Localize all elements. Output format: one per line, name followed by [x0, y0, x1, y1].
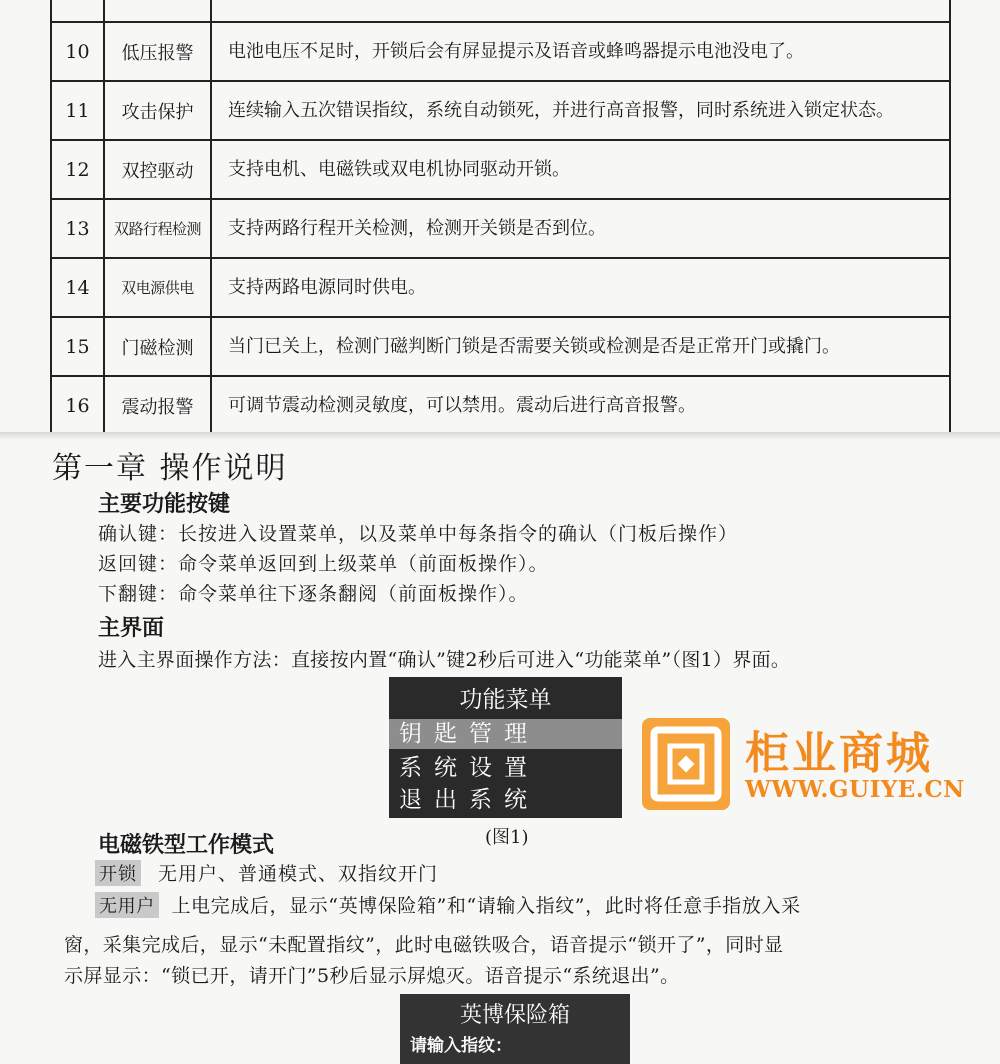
table-row — [51, 199, 950, 258]
row-number: 11 — [51, 81, 104, 140]
feature-name: 震动报警 — [104, 376, 211, 435]
feature-name: 双控驱动 — [104, 140, 211, 199]
feature-description: 支持电机、电磁铁或双电机协同驱动开锁。 — [211, 140, 950, 199]
unlock-row — [95, 859, 438, 886]
section-heading-electromagnet: 电磁铁型工作模式 — [98, 833, 275, 858]
menu-item-exit-system: 退出系统 — [399, 787, 539, 813]
menu-item-system-settings: 系统设置 — [399, 755, 539, 781]
function-menu-screen — [389, 677, 622, 818]
menu-item-key-management: 钥匙管理 — [389, 719, 622, 749]
feature-name: 双路行程检测 — [104, 199, 211, 258]
feature-description: 连续输入五次错误指纹，系统自动锁死，并进行高音报警，同时系统进入锁定状态。 — [211, 81, 950, 140]
feature-name: 攻击保护 — [104, 81, 211, 140]
section-heading-main-ui: 主界面 — [98, 616, 165, 641]
row-number — [51, 0, 104, 22]
feature-description: 可调节震动检测灵敏度，可以禁用。震动后进行高音报警。 — [211, 376, 950, 435]
table-row — [51, 22, 950, 81]
feature-name: 门磁检测 — [104, 317, 211, 376]
section-heading-keys: 主要功能按键 — [98, 492, 231, 517]
key-confirm-line: 确认键：长按进入设置菜单，以及菜单中每条指令的确认（门板后操作） — [98, 523, 739, 545]
menu-title: 功能菜单 — [459, 687, 552, 713]
no-user-line-2: 窗，采集完成后，显示“未配置指纹”，此时电磁铁吸合，语音提示“锁开了”，同时显 — [64, 934, 784, 956]
feature-description: 当门已关上，检测门磁判断门锁是否需要关锁或检测是否是正常开门或撬门。 — [211, 317, 950, 376]
table-row — [51, 376, 950, 435]
table-row — [51, 81, 950, 140]
table-row — [51, 0, 950, 22]
feature-name: 低压报警 — [104, 22, 211, 81]
watermark-url: WWW.GUIYE.CN — [745, 776, 965, 803]
chapter-title: 第一章 操作说明 — [52, 451, 288, 486]
page-shadow-divider — [0, 432, 1000, 440]
no-user-line-1: 上电完成后，显示“英博保险箱”和“请输入指纹”，此时将任意手指放入采 — [171, 895, 801, 917]
key-back-line: 返回键：命令菜单返回到上级菜单（前面板操作）。 — [98, 553, 549, 575]
main-ui-line: 进入主界面操作方法：直接按内置“确认”键2秒后可进入“功能菜单”（图1）界面。 — [98, 649, 791, 671]
feature-table — [50, 0, 951, 436]
key-down-line: 下翻键：命令菜单往下逐条翻阅（前面板操作）。 — [98, 583, 529, 605]
row-number: 16 — [51, 376, 104, 435]
feature-description: 支持两路行程开关检测，检测开关锁是否到位。 — [211, 199, 950, 258]
no-user-line-3: 示屏显示：“锁已开，请开门”5秒后显示屏熄灭。语音提示“系统退出”。 — [64, 965, 680, 987]
row-number: 12 — [51, 140, 104, 199]
screen-title: 英博保险箱 — [459, 1003, 570, 1028]
table-row — [51, 258, 950, 317]
table-row — [51, 140, 950, 199]
feature-description — [211, 0, 950, 22]
figure-caption: (图1) — [485, 827, 529, 848]
no-user-row — [95, 891, 801, 918]
row-number: 15 — [51, 317, 104, 376]
row-number: 10 — [51, 22, 104, 81]
table-row — [51, 317, 950, 376]
row-number: 14 — [51, 258, 104, 317]
screen-prompt: 请输入指纹： — [410, 1036, 512, 1056]
feature-description: 支持两路电源同时供电。 — [211, 258, 950, 317]
feature-name — [104, 0, 211, 22]
feature-description: 电池电压不足时，开锁后会有屏显提示及语音或蜂鸣器提示电池没电了。 — [211, 22, 950, 81]
feature-name: 双电源供电 — [104, 258, 211, 317]
safe-screen-display — [400, 994, 630, 1064]
watermark-brand: 柜业商城 — [745, 728, 933, 779]
row-number: 13 — [51, 199, 104, 258]
unlock-tag: 开锁 — [95, 860, 141, 886]
unlock-text: 无用户、普通模式、双指纹开门 — [158, 863, 439, 885]
no-user-tag: 无用户 — [95, 892, 159, 918]
